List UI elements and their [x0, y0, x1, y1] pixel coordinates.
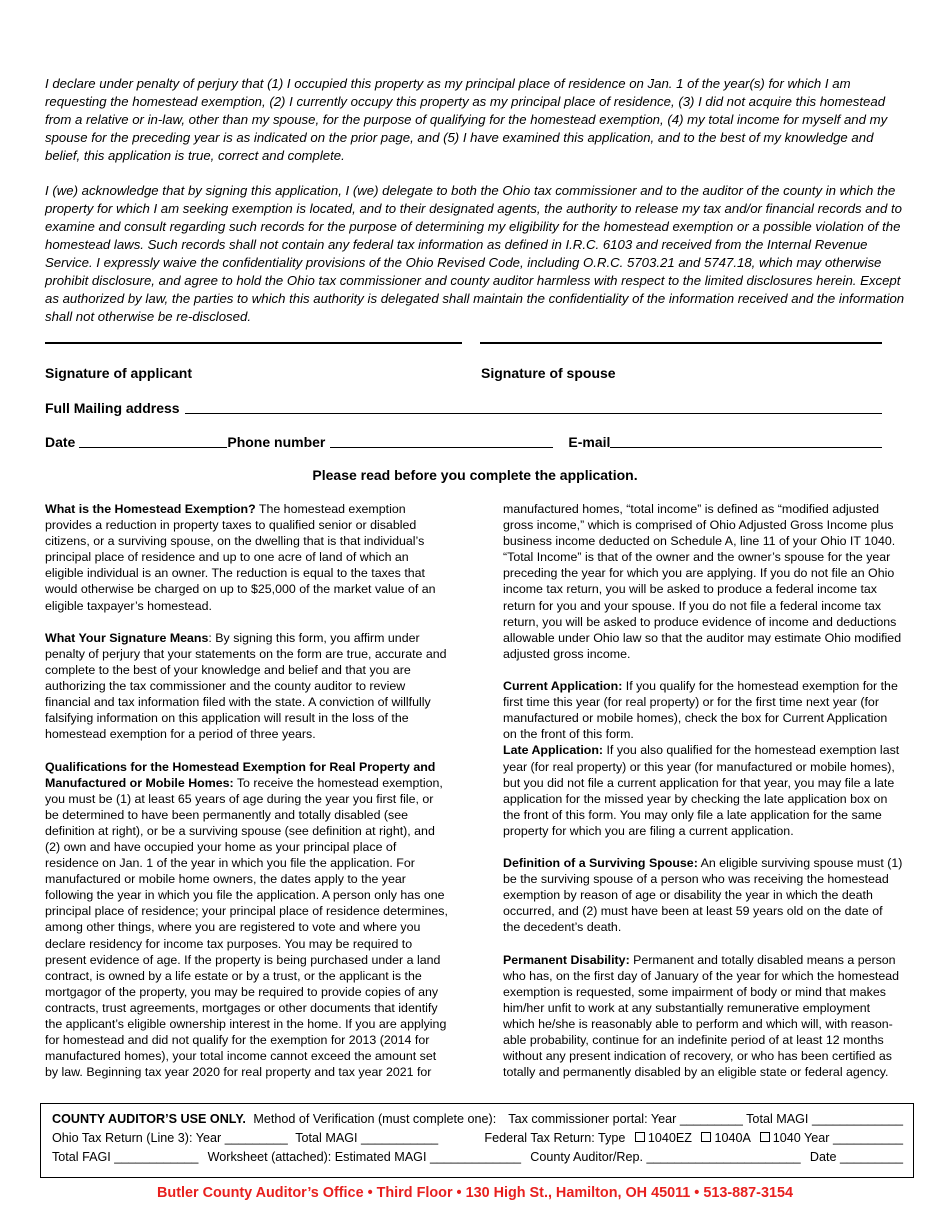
permanent-disability-text: Permanent and totally disabled means a person who has, on the first day of January of the year for which the homestead exemption is requested, some impairment of body or mind that makes him/her unfit to work at any substantially remunerative employment which he/she is reasonably able to perform and which will, with reason-able probability, continue for an indefinite period of at least 12 months without any present indication of recovery, or who has been certified as totally and permanently disabled by an eligible state or federal agency. [503, 952, 900, 1080]
federal-type-label: Type [598, 1131, 626, 1145]
checkbox-1040a[interactable] [701, 1132, 711, 1142]
auditor-line-1 [52, 1110, 903, 1129]
verification-method-label: Method of Verification (must complete one): [253, 1112, 497, 1126]
current-application-section [503, 678, 903, 742]
read-before-heading: Please read before you complete the application. [312, 467, 638, 483]
surviving-spouse-text: An eligible surviving spouse must (1) be the surviving spouse of a person who was receiving the homestead exemption by reason of age or disability the year in which the death occurred, and (2) must have been at least 59 years old on the date of the decedent’s death. [503, 856, 903, 935]
total-fagi-label: Total FAGI [52, 1150, 111, 1164]
portal-magi-label: Total MAGI [746, 1112, 809, 1126]
auditor-rep-label: County Auditor/Rep. [530, 1150, 643, 1164]
qualifications-heading: Qualifications for the Homestead Exemption for Real Property and Manufactured or Mobile Homes: [45, 759, 436, 790]
federal-year-field[interactable]: __________ [832, 1131, 903, 1145]
auditor-date-field[interactable]: _________ [839, 1150, 903, 1164]
auditor-date-label: Date [809, 1150, 837, 1164]
spouse-signature-line[interactable] [480, 342, 882, 344]
auditor-rep-field[interactable]: ______________________ [646, 1150, 801, 1164]
current-application-text: If you qualify for the homestead exemption for the first time this year (for real property) or for the first time next year (for manufactured or mobile homes), check the box for Current Application on the front of this form. [503, 679, 898, 742]
surviving-spouse-section [503, 855, 903, 935]
checkbox-1040ez[interactable] [635, 1132, 645, 1142]
ohio-year-label: Year [195, 1131, 222, 1145]
homestead-section [45, 501, 450, 614]
late-application-heading: Late Application: [503, 743, 604, 758]
portal-magi-field[interactable]: _____________ [811, 1112, 903, 1126]
surviving-spouse-heading: Definition of a Surviving Spouse: [503, 856, 698, 871]
date-label: Date [45, 434, 76, 450]
instructions-left-column [45, 501, 450, 1080]
income-continued-text: manufactured homes, “total income” is defined as “modified adjusted gross income,” which is comprised of Ohio Adjusted Gross Income plus business income deducted on Schedule A, line 11 of your Ohio IT 1040. “Total Income” is that of the owner and the owner’s spouse for the year preceding the year for which you are applying. If you do not file an Ohio income tax return, you will be asked to produce a federal income tax return for you and your spouse. If you do not file a federal income tax return, you will be asked to produce evidence of income and deductions allowable under Ohio law so that the auditor may estimate Ohio modified adjusted gross income. [503, 502, 902, 661]
permanent-disability-section [503, 952, 903, 1081]
worksheet-label: Worksheet (attached): [207, 1150, 332, 1164]
declaration-paragraph-1: I declare under penalty of perjury that (1) I occupied this property as my principal place of residence on Jan. 1 of the year(s) for which I am requesting the homestead exemption, (2) I currently occupy this property as my principal place of residence, (3) I did not acquire this homestead from a relative or in-law, other than my spouse, for the purpose of qualifying for the homestead exemption, (4) my total income for myself and my spouse for the preceding year is as indicated on the prior page, and (5) I have examined this application, and to the best of my knowledge and belief, this application is true, correct and complete. [45, 76, 888, 163]
qualifications-section [45, 759, 450, 1081]
mailing-address-row [45, 399, 882, 416]
qualifications-text: To receive the homestead exemption, you must be (1) at least 65 years of age during the year you first file, or be determined to have been permanently and totally disabled (see definition at right), or be a surviving spouse (see definition at right), and (2) own and have occupied your home as your principal place of residence on Jan. 1 of the year in which you file the application. For manufactured or mobile home owners, the dates apply to the year following the year in which you file the application. A person only has one principal place of residence; your principal place of residence determines, among other things, where you are registered to vote and where you declare residency for income tax purposes. You may be required to present evidence of age. If the property is being purchased under a land contract, is owned by a life estate or by a trust, or the applicant is the mortgagor of the property, you may be required to provide copies of any contracts, trust agreements, mortgages or other documents that identify the applicant’s eligible ownership interest in the home. If you are applying for homestead and did not qualify for the exemption for 2013 (2014 for manufactured homes), your total income cannot exceed the amount set by law. Beginning tax year 2020 for real property and tax year 2021 for [45, 775, 448, 1080]
checkbox-1040[interactable] [760, 1132, 770, 1142]
email-label: E-mail [568, 434, 611, 450]
date-field[interactable] [79, 433, 227, 448]
portal-year-label: Year [650, 1112, 677, 1126]
applicant-signature-label: Signature of applicant [45, 365, 193, 381]
estimated-magi-field[interactable]: _____________ [429, 1150, 522, 1164]
portal-year-field[interactable]: _________ [679, 1112, 743, 1126]
declaration-paragraph-2: I (we) acknowledge that by signing this application, I (we) delegate to both the Ohio tax commissioner and to the auditor of the county in which the property for which I am seeking exemption is located, and to their designated agents, the authority to release my tax and/or financial records and to examine and consult regarding such records for the purpose of determining my eligibility for the homestead exemption or a possible violation of the homestead laws. Such records shall not contain any federal tax information as defined in I.R.C. 6103 and received from the Internal Revenue Service. I expressly waive the confidentiality provisions of the Ohio Revised Code, including O.R.C. 5703.21 and 5747.18, which may otherwise prohibit disclosure, and agree to hold the Ohio tax commissioner and county auditor harmless with respect to the limited disclosures herein. Except as authorized by law, the parties to which this authority is delegated shall maintain the confidentiality of the information received and the information shall not otherwise be re-disclosed. [45, 183, 905, 324]
phone-label: Phone number [227, 434, 326, 450]
email-field[interactable] [610, 433, 882, 448]
signature-meaning-text: : By signing this form, you affirm under penalty of perjury that your statements on the form are true, accurate and complete to the best of your knowledge and belief and that you are authorizing the tax commissioner and the county auditor to review financial and tax information filed with the state. A conviction of willfully falsifying information on this application will result in the loss of the homestead exemption for a period of three years. [45, 630, 447, 742]
permanent-disability-heading: Permanent Disability: [503, 952, 630, 967]
portal-label: Tax commissioner portal: [508, 1112, 648, 1126]
label-1040a: 1040A [714, 1131, 751, 1145]
spouse-signature-label: Signature of spouse [481, 365, 616, 381]
mailing-address-label: Full Mailing address [45, 400, 180, 416]
current-application-heading: Current Application: [503, 679, 623, 694]
federal-return-label: Federal Tax Return: [484, 1131, 595, 1145]
auditor-line-2 [52, 1129, 903, 1148]
county-auditor-box [40, 1103, 914, 1178]
phone-field[interactable] [330, 433, 553, 448]
homestead-heading: What is the Homestead Exemption? [45, 502, 256, 516]
instructions-right-column [503, 501, 903, 1080]
label-1040: 1040 [772, 1131, 801, 1145]
homestead-text: The homestead exemption provides a reduction in property taxes to qualified senior or disabled citizens, or a surviving spouse, on the dwelling that is that individual’s principal place of residence and up to one acre of land of which an eligible individual is an owner. The reduction is equal to the taxes that would otherwise be charged on up to $25,000 of the market value of an eligible taxpayer’s homestead. [45, 502, 436, 613]
mailing-address-field[interactable] [185, 399, 882, 414]
applicant-signature-line[interactable] [45, 342, 462, 344]
signature-meaning-section [45, 630, 450, 743]
ohio-return-label: Ohio Tax Return (Line 3): [52, 1131, 193, 1145]
auditor-line-3 [52, 1148, 903, 1167]
footer-address: Butler County Auditor’s Office • Third Floor • 130 High St., Hamilton, OH 45011 • 513-887-3154 [157, 1185, 793, 1201]
contact-row [45, 433, 882, 450]
ohio-magi-label: Total MAGI [295, 1131, 358, 1145]
federal-year-label: Year [804, 1131, 830, 1145]
ohio-magi-field[interactable]: ___________ [361, 1131, 439, 1145]
total-fagi-field[interactable]: ____________ [114, 1150, 199, 1164]
estimated-magi-label: Estimated MAGI [334, 1150, 427, 1164]
late-application-section [503, 742, 903, 839]
auditor-use-only-label: COUNTY AUDITOR’S USE ONLY. [52, 1112, 246, 1126]
signature-meaning-heading: What Your Signature Means [45, 630, 209, 645]
label-1040ez: 1040EZ [647, 1131, 692, 1145]
ohio-year-field[interactable]: _________ [224, 1131, 288, 1145]
late-application-text: If you also qualified for the homestead exemption last year (for real property) or this year (for manufactured or mobile homes), but you did not file a current application for that year, you may file a late application for the missed year by checking the late application box on the front of this form. You may only file a late application for the same property for which you are filing a current application. [503, 743, 900, 838]
